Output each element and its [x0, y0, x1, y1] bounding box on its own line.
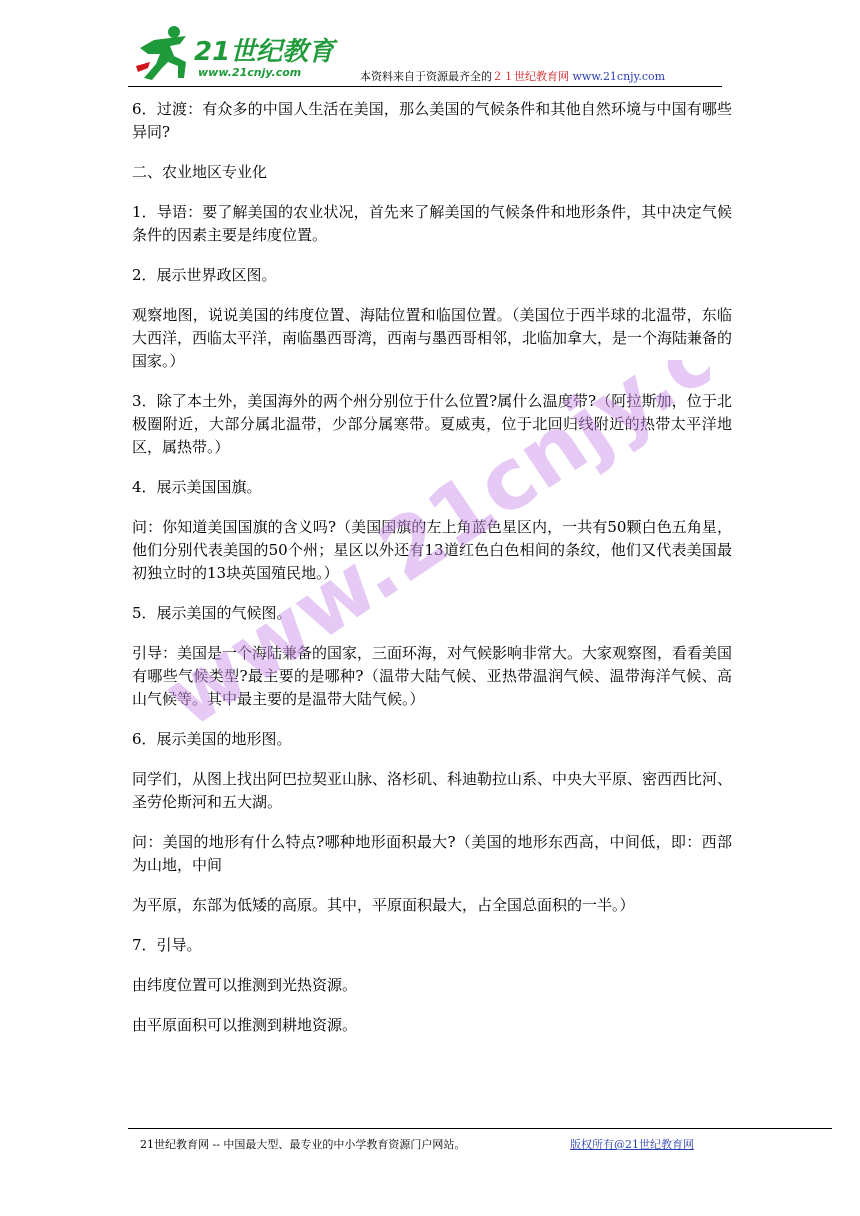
- document-body: [132, 98, 732, 1054]
- header-divider: [128, 86, 722, 87]
- paragraph: 6．过渡：有众多的中国人生活在美国，那么美国的气候条件和其他自然环境与中国有哪些异同?: [132, 100, 732, 141]
- footer-copyright-link[interactable]: 版权所有@21世纪教育网: [570, 1138, 694, 1151]
- paragraph: 引导：美国是一个海陆兼备的国家，三面环海，对气候影响非常大。大家观察图，看看美国有哪些气候类型?最主要的是哪种?（温带大陆气候、亚热带温润气候、温带海洋气候、高山气候等。其中最主要的是温带大陆气候。）: [132, 644, 733, 708]
- logo-url: www.21cnjy.com: [198, 66, 302, 79]
- paragraph: 7．引导。: [132, 936, 202, 954]
- tagline-site-link[interactable]: www.21cnjy.com: [572, 70, 666, 83]
- paragraph: 观察地图，说说美国的纬度位置、海陆位置和临国位置。（美国位于西半球的北温带，东临大西洋，西临太平洋，南临墨西哥湾，西南与墨西哥相邻，北临加拿大，是一个海陆兼备的国家。）: [132, 306, 733, 370]
- paragraph: 问：美国的地形有什么特点?哪种地形面积最大?（美国的地形东西高，中间低，即：西部为山地，中间: [132, 833, 732, 874]
- paragraph: 1．导语：要了解美国的农业状况，首先来了解美国的气候条件和地形条件，其中决定气候条件的因素主要是纬度位置。: [132, 203, 732, 244]
- paragraph: 由纬度位置可以推测到光热资源。: [132, 976, 358, 994]
- paragraph: 2．展示世界政区图。: [132, 266, 277, 284]
- paragraph: 6．展示美国的地形图。: [132, 730, 292, 748]
- footer-divider: [128, 1128, 832, 1129]
- paragraph: 同学们，从图上找出阿巴拉契亚山脉、洛杉矶、科迪勒拉山系、中央大平原、密西西比河、圣劳伦斯河和五大湖。: [132, 770, 733, 811]
- paragraph: 问：你知道美国国旗的含义吗?（美国国旗的左上角蓝色星区内，一共有50颗白色五角星，他们分别代表美国的50个州；星区以外还有13道红色白色相间的条纹，他们又代表美国最初独立时的13块英国殖民地。）: [132, 518, 732, 582]
- tagline-prefix: 本资料来自于资源最齐全的: [360, 70, 492, 83]
- paragraph: 3．除了本土外，美国海外的两个州分别位于什么位置?属什么温度带?（阿拉斯加，位于北极圈附近，大部分属北温带，少部分属寒带。夏威夷，位于北回归线附近的热带太平洋地区，属热带。）: [132, 392, 732, 456]
- header-tagline: [360, 68, 665, 84]
- tagline-brand-link[interactable]: ２１世纪教育网: [492, 70, 569, 83]
- paragraph: 为平原，东部为低矮的高原。其中，平原面积最大，占全国总面积的一半。）: [132, 896, 635, 914]
- paragraph: 5．展示美国的气候图。: [132, 604, 292, 622]
- runner-logo-icon: [134, 22, 344, 84]
- paragraph: 4．展示美国国旗。: [132, 478, 262, 496]
- site-logo[interactable]: [134, 22, 344, 84]
- page-header: [0, 0, 860, 95]
- logo-title: 21世纪教育: [194, 37, 335, 67]
- paragraph: 由平原面积可以推测到耕地资源。: [132, 1016, 358, 1034]
- watermark-text: www.21cnjy.com: [150, 360, 710, 747]
- section-heading: 二、农业地区专业化: [132, 163, 268, 181]
- footer-text: 21世纪教育网 -- 中国最大型、最专业的中小学教育资源门户网站。: [140, 1138, 466, 1151]
